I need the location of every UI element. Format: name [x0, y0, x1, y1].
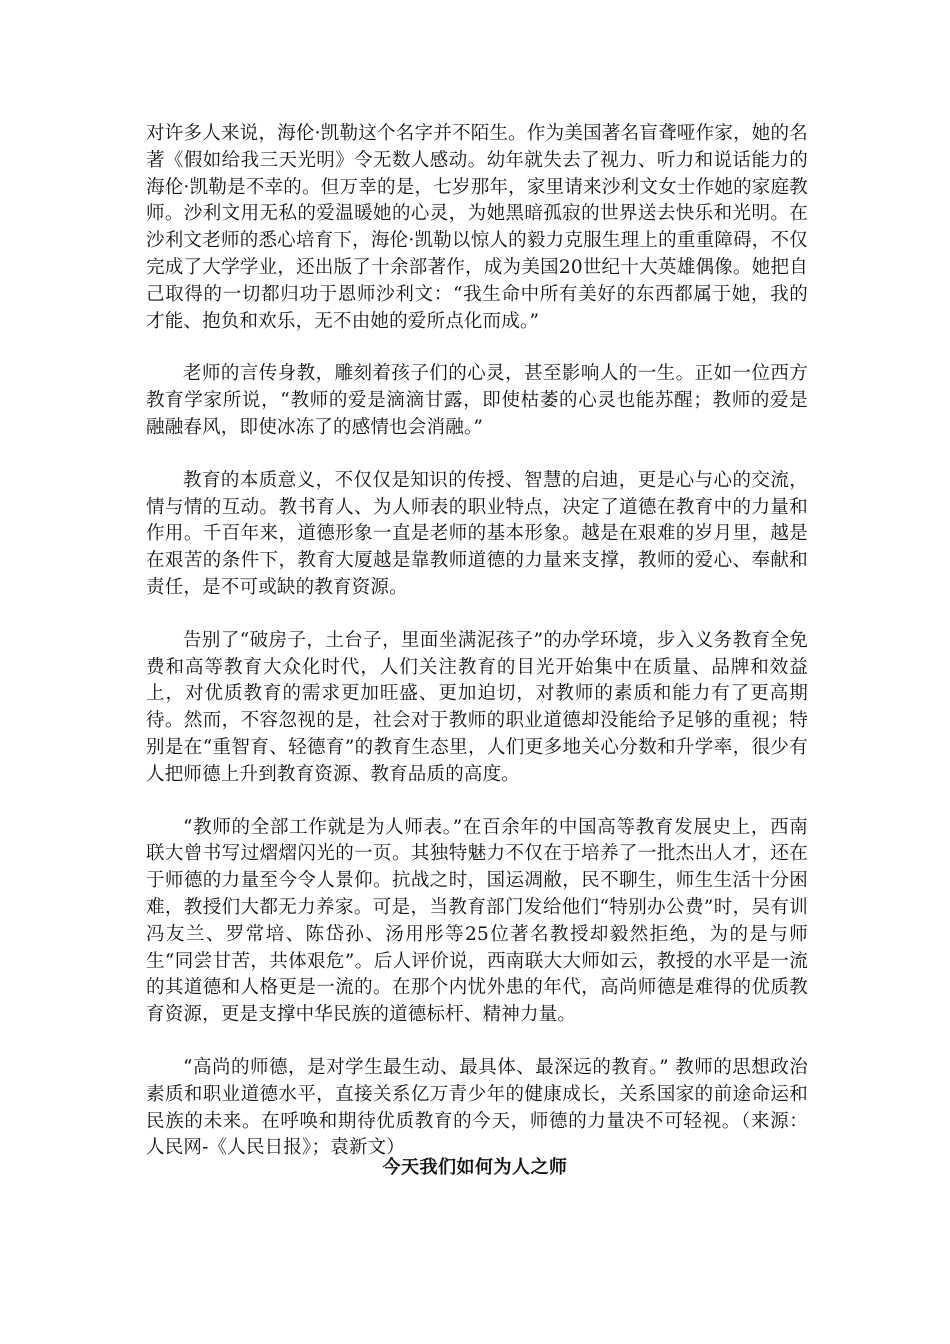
- paragraph-education-essence: 教育的本质意义，不仅仅是知识的传授、智慧的启迪，更是心与心的交流，情与情的互动。教书育人、为人师表的职业特点，决定了道德在教育中的力量和作用。千百年来，道德形象一直是老师的基本形象。越是在艰难的岁月里，越是在艰苦的条件下，教育大厦越是靠教师道德的力量来支撑，教师的爱心、奉献和责任，是不可或缺的教育资源。: [146, 469, 808, 598]
- paragraph-southwest-associated-university: “教师的全部工作就是为人师表。”在百余年的中国高等教育发展史上，西南联大曾书写过熠熠闪光的一页。其独特魅力不仅在于培养了一批杰出人才，还在于师德的力量至今令人景仰。抗战之时，国运凋敝，民不聊生，师生生活十分困难，教授们大都无力养家。可是，当教育部门发给他们“特别办公费”时，吴有训冯友兰、罗常培、陈岱孙、汤用彤等25位著名教授却毅然拒绝，为的是与师生“同尝甘苦，共体艰危”。后人评价说，西南联大大师如云，教授的水平是一流的其道德和人格更是一流的。在那个内忧外患的年代，高尚师德是难得的优质教育资源，更是支撑中华民族的道德标杆、精神力量。: [146, 816, 808, 1026]
- section-heading: 今天我们如何为人之师: [382, 1157, 568, 1178]
- paragraph-conclusion: “高尚的师德，是对学生最生动、最具体、最深远的教育。” 教师的思想政治素质和职业道德水平，直接关系亿万青少年的健康成长，关系国家的前途命运和民族的未来。在呼唤和期待优质教育的今天，师德的力量决不可轻视。（来源：人民网-《人民日报》；袁新文）: [146, 1056, 808, 1159]
- paragraph-quality-education: 告别了“破房子，土台子，里面坐满泥孩子”的办学环境，步入义务教育全免费和高等教育大众化时代，人们关注教育的目光开始集中在质量、品牌和效益上，对优质教育的需求更加旺盛、更加迫切，对教师的素质和能力有了更高期待。然而，不容忽视的是，社会对于教师的职业道德却没能给予足够的重视；特别是在“重智育、轻德育”的教育生态里，人们更多地关心分数和升学率，很少有人把师德上升到教育资源、教育品质的高度。: [146, 629, 808, 785]
- article-body: [146, 121, 808, 1188]
- paragraph-helen-keller: 对许多人来说，海伦·凯勒这个名字并不陌生。作为美国著名盲聋哑作家，她的名著《假如给我三天光明》令无数人感动。幼年就失去了视力、听力和说话能力的海伦·凯勒是不幸的。但万幸的是，七岁那年，家里请来沙利文女士作她的家庭教师。沙利文用无私的爱温暖她的心灵，为她黑暗孤寂的世界送去快乐和光明。在沙利文老师的悉心培育下，海伦·凯勒以惊人的毅力克服生理上的重重障碍，不仅完成了大学学业，还出版了十余部著作，成为美国20世纪十大英雄偶像。她把自己取得的一切都归功于恩师沙利文：“我生命中所有美好的东西都属于她，我的才能、抱负和欢乐，无不由她的爱所点化而成。”: [146, 123, 808, 332]
- paragraph-teacher-influence: 老师的言传身教，雕刻着孩子们的心灵，甚至影响人的一生。正如一位西方教育学家所说，“教师的爱是滴滴甘露，即使枯萎的心灵也能苏醒；教师的爱是融融春风，即使冰冻了的感情也会消融。”: [146, 363, 808, 438]
